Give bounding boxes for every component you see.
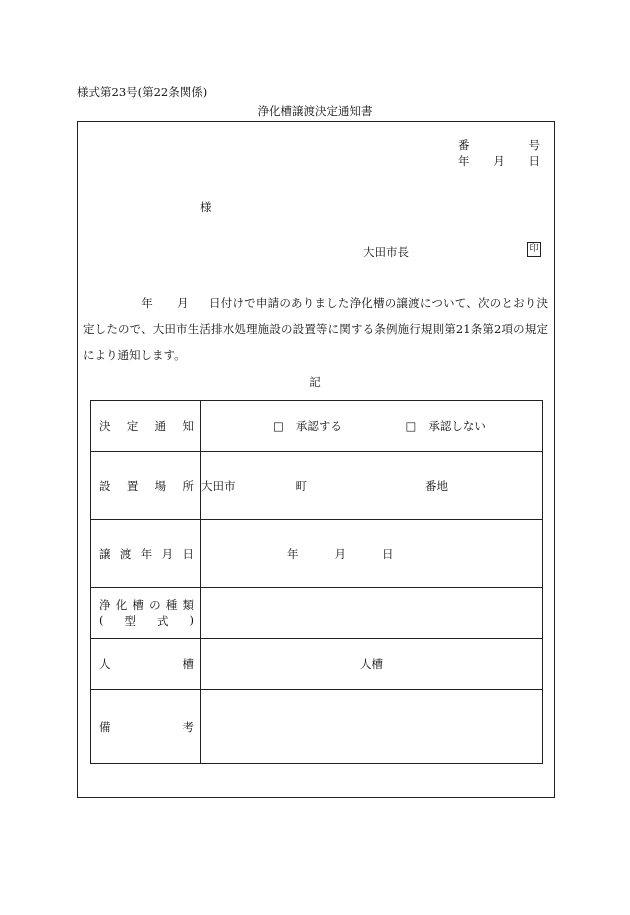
ki-heading: 記 — [309, 375, 321, 389]
location-town: 町 — [295, 478, 307, 493]
issuer-name: 大田市長 — [363, 245, 409, 259]
row-remarks — [91, 690, 543, 764]
seal-mark: 印 — [527, 242, 541, 257]
form-reference: 様式第23号(第22条関係) — [77, 85, 208, 99]
row-tank-type — [91, 588, 543, 639]
value-remarks[interactable] — [201, 690, 543, 764]
body-year: 年 — [141, 296, 153, 310]
row-capacity — [91, 639, 543, 690]
value-decision — [201, 401, 543, 452]
body-text: 日付けで申請のありました浄化槽の譲渡について、次のとおり決定したので、大田市生活排水処理施設の設置等に関する条例施行規則第21条第2項の規定により通知します。 — [83, 296, 548, 362]
capacity-unit: 人槽 — [360, 657, 383, 671]
notice-body — [83, 290, 548, 368]
document-date-line: 年 月 日 — [458, 154, 540, 168]
reject-checkbox-icon[interactable]: □ — [405, 419, 417, 433]
value-transfer-date — [201, 520, 543, 588]
transfer-year: 年 — [287, 546, 299, 561]
reject-option[interactable] — [406, 418, 486, 434]
value-location — [201, 452, 543, 520]
reject-label: 承認しない — [428, 419, 486, 433]
transfer-month: 月 — [334, 546, 346, 561]
document-number-line: 番 号 — [458, 138, 540, 152]
document-title: 浄化槽譲渡決定通知書 — [257, 104, 373, 118]
label-tank-type: 浄 化 槽 の 種 類 ( 型 式 ) — [91, 588, 201, 639]
label-decision: 決 定 通 知 — [91, 401, 201, 452]
approve-label: 承認する — [295, 419, 342, 433]
addressee-suffix: 様 — [200, 200, 212, 214]
row-location — [91, 452, 543, 520]
approve-option[interactable] — [273, 418, 342, 434]
label-location: 設 置 場 所 — [91, 452, 201, 520]
label-capacity: 人 槽 — [91, 639, 201, 690]
label-remarks: 備 考 — [91, 690, 201, 764]
approve-checkbox-icon[interactable]: □ — [273, 419, 284, 433]
row-transfer-date — [91, 520, 543, 588]
value-capacity — [201, 639, 543, 690]
body-month: 月 — [176, 296, 189, 310]
value-tank-type[interactable] — [201, 588, 543, 639]
detail-table — [90, 400, 543, 764]
label-transfer-date: 譲 渡 年 月 日 — [91, 520, 201, 588]
location-lot: 番地 — [425, 478, 448, 493]
transfer-day: 日 — [382, 546, 394, 561]
location-city: 大田市 — [201, 478, 236, 493]
row-decision — [91, 401, 543, 452]
